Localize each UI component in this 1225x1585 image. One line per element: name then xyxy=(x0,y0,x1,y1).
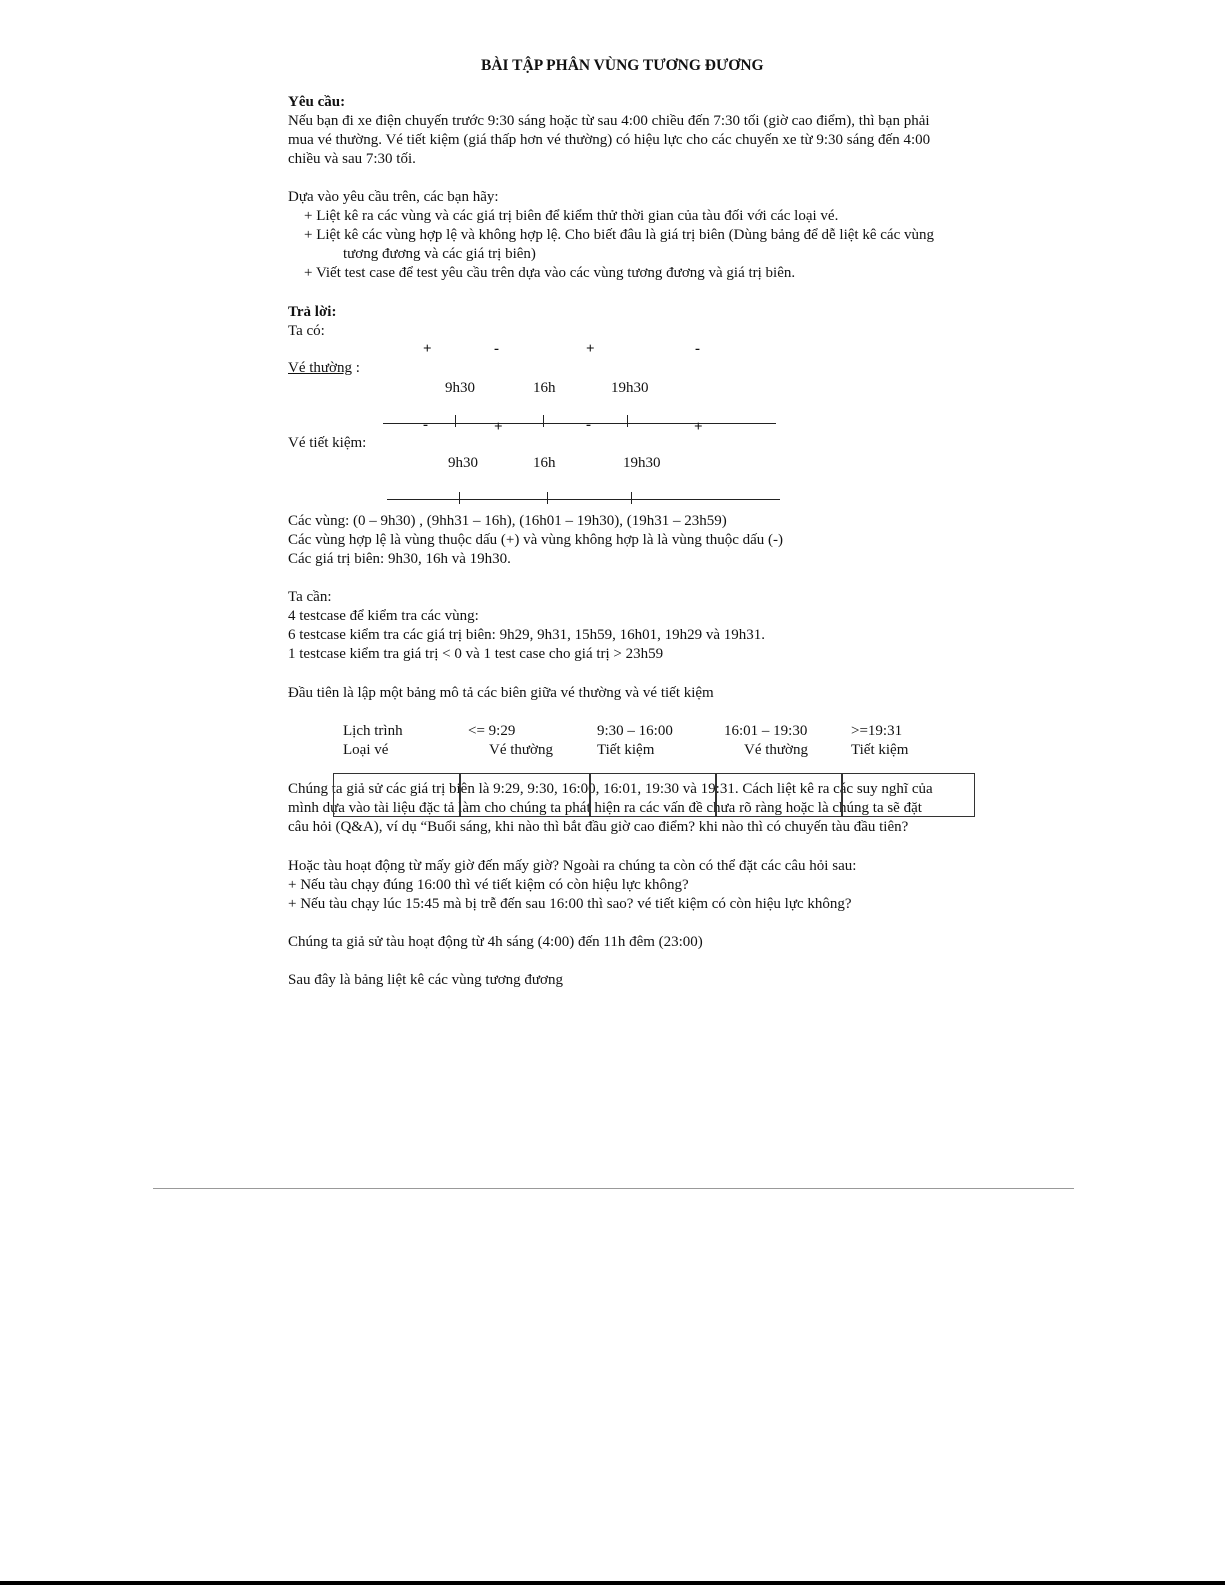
regular-timeline xyxy=(383,423,776,424)
sign-minus: - xyxy=(695,341,700,357)
table-cell: Vé thường xyxy=(744,742,808,758)
table-intro: Đầu tiên là lập một bảng mô tả các biên giữa vé thường và vé tiết kiệm xyxy=(288,685,714,701)
timeline-tick xyxy=(459,492,460,504)
question-line: + Nếu tàu chạy đúng 16:00 thì vé tiết kiệm có còn hiệu lực không? xyxy=(288,877,689,893)
timeline-tick xyxy=(547,492,548,504)
question-line: + Nếu tàu chạy lúc 15:45 mà bị trễ đến sau 16:00 thì sao? vé tiết kiệm có còn hiệu lực không? xyxy=(288,896,852,912)
table-frame-cell xyxy=(589,773,717,817)
answer-heading: Trả lời: xyxy=(288,304,337,320)
table-cell: 16:01 – 19:30 xyxy=(724,723,808,739)
table-cell: <= 9:29 xyxy=(468,723,516,739)
need-line: 6 testcase kiểm tra các giá trị biên: 9h29, 9h31, 15h59, 16h01, 19h29 và 19h31. xyxy=(288,627,765,643)
assumption-line: mình dựa vào tài liệu đặc tả làm cho chúng ta phát hiện ra các vấn đề chưa rõ ràng hoặc là chúng ta sẽ đặt xyxy=(288,800,922,816)
saver-ticket-label: Vé tiết kiệm: xyxy=(288,435,367,451)
time-label: 9h30 xyxy=(448,455,478,471)
requirement-heading: Yêu cầu: xyxy=(288,94,346,110)
page-title: BÀI TẬP PHÂN VÙNG TƯƠNG ĐƯƠNG xyxy=(481,57,764,74)
timeline-tick xyxy=(455,415,456,427)
task-item: tương đương và các giá trị biên) xyxy=(343,246,536,262)
table-frame-cell xyxy=(841,773,975,817)
need-line: 4 testcase để kiểm tra các vùng: xyxy=(288,608,479,624)
time-label: 16h xyxy=(533,380,556,396)
requirement-line: Nếu bạn đi xe điện chuyến trước 9:30 sáng hoặc từ sau 4:00 chiều đến 7:30 tối (giờ cao điểm), thì bạn phải xyxy=(288,113,930,129)
table-cell: Lịch trình xyxy=(343,723,403,739)
table-cell: Vé thường xyxy=(489,742,553,758)
saver-timeline xyxy=(387,499,780,500)
sign-plus: + xyxy=(423,341,432,357)
assumption-line: câu hỏi (Q&A), ví dụ “Buổi sáng, khi nào thì bắt đầu giờ cao điểm? khi nào thì có chuyến tàu đầu tiên? xyxy=(288,819,909,835)
table-cell: >=19:31 xyxy=(851,723,903,739)
task-intro: Dựa vào yêu cầu trên, các bạn hãy: xyxy=(288,189,499,205)
table-cell: Tiết kiệm xyxy=(851,742,909,758)
sign-plus: + xyxy=(694,419,703,435)
closing-line: Sau đây là bảng liệt kê các vùng tương đương xyxy=(288,972,563,988)
need-intro: Ta cần: xyxy=(288,589,332,605)
time-label: 19h30 xyxy=(623,455,661,471)
table-cell: Tiết kiệm xyxy=(597,742,655,758)
sign-plus: + xyxy=(586,341,595,357)
requirement-line: mua vé thường. Vé tiết kiệm (giá thấp hơn vé thường) có hiệu lực cho các chuyến xe từ 9:30 sáng đến 4:00 xyxy=(288,132,931,148)
sign-minus: - xyxy=(586,417,591,433)
operating-hours: Chúng ta giả sử tàu hoạt động từ 4h sáng (4:00) đến 11h đêm (23:00) xyxy=(288,934,703,950)
timeline-tick xyxy=(543,415,544,427)
zones-valid: Các vùng hợp lệ là vùng thuộc dấu (+) và vùng không hợp là là vùng thuộc dấu (-) xyxy=(288,532,784,548)
table-frame-cell xyxy=(333,773,461,817)
time-label: 19h30 xyxy=(611,380,649,396)
table-cell: Loại vé xyxy=(343,742,389,758)
task-item: + Liệt kê ra các vùng và các giá trị biên để kiểm thử thời gian của tàu đối với các loại vé. xyxy=(304,208,839,224)
table-frame-cell xyxy=(459,773,591,817)
task-item: + Liệt kê các vùng hợp lệ và không hợp lệ. Cho biết đâu là giá trị biên (Dùng bảng để dễ liệt kê các vùng xyxy=(304,227,934,243)
sign-minus: - xyxy=(423,417,428,433)
page-divider xyxy=(153,1188,1074,1189)
timeline-tick xyxy=(631,492,632,504)
sign-plus: + xyxy=(494,419,503,435)
zones-list: Các vùng: (0 – 9h30) , (9hh31 – 16h), (16h01 – 19h30), (19h31 – 23h59) xyxy=(288,513,727,529)
assumption-line: Chúng ta giả sử các giá trị biên là 9:29, 9:30, 16:00, 16:01, 19:30 và 19:31. Cách liệt kê ra các suy nghĩ của xyxy=(288,781,933,797)
timeline-tick xyxy=(627,415,628,427)
requirement-line: chiều và sau 7:30 tối. xyxy=(288,151,416,167)
need-line: 1 testcase kiểm tra giá trị < 0 và 1 test case cho giá trị > 23h59 xyxy=(288,646,664,662)
time-label: 16h xyxy=(533,455,556,471)
regular-ticket-label: Vé thường : xyxy=(288,360,360,376)
question-line: Hoặc tàu hoạt động từ mấy giờ đến mấy giờ? Ngoài ra chúng ta còn có thể đặt các câu hỏi sau: xyxy=(288,858,857,874)
table-frame-cell xyxy=(715,773,843,817)
task-item: + Viết test case để test yêu cầu trên dựa vào các vùng tương đương và giá trị biên. xyxy=(304,265,796,281)
zones-boundaries: Các giá trị biên: 9h30, 16h và 19h30. xyxy=(288,551,511,567)
time-label: 9h30 xyxy=(445,380,475,396)
bottom-border xyxy=(0,1581,1225,1585)
sign-minus: - xyxy=(494,341,499,357)
answer-intro: Ta có: xyxy=(288,323,325,339)
table-cell: 9:30 – 16:00 xyxy=(597,723,673,739)
